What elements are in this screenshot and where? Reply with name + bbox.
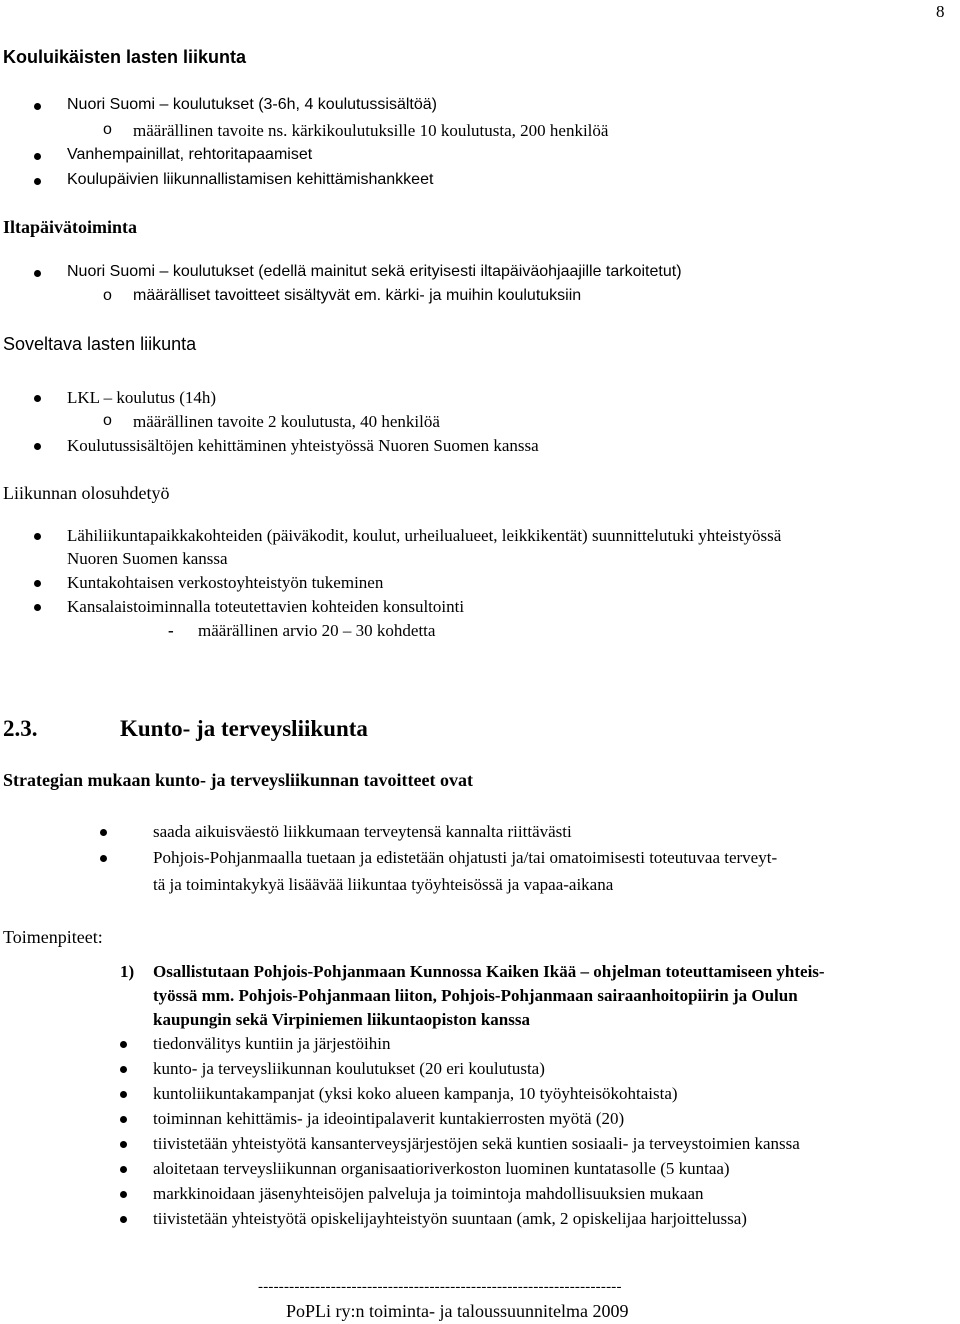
section-number: 2.3. [3,716,38,741]
list-item: Koulutussisältöjen kehittäminen yhteistyössä Nuoren Suomen kanssa [67,436,539,455]
bullet-icon [34,270,41,277]
bullet-icon [120,1191,127,1198]
sub-list-item: määrällinen tavoite 2 koulutusta, 40 henkilöä [133,412,440,431]
list-item: Kansalaistoiminnalla toteutettavien kohteiden konsultointi [67,597,465,616]
measure-bullet: kunto- ja terveysliikunnan koulutukset (20 eri koulutusta) [153,1059,545,1078]
measure-bullet: tiivistetään yhteistyötä kansanterveysjärjestöjen sekä kuntien sosiaali- ja terveystoimien kanssa [153,1134,800,1153]
bullet-icon [120,1066,127,1073]
measure-bullet: markkinoidaan jäsenyhteisöjen palveluja ja toimintoja mahdollisuuksien mukaan [153,1184,704,1203]
section-title-school-children: Kouluikäisten lasten liikunta [3,47,247,67]
bullet-icon [120,1166,127,1173]
bullet-icon [34,580,41,587]
measure-text-continuation: kaupungin sekä Virpiniemen liikuntaopiston kanssa [153,1010,530,1029]
measure-bullet: toiminnan kehittämis- ja ideointipalaverit kuntakierrosten myötä (20) [153,1109,625,1128]
measure-text: Osallistutaan Pohjois-Pohjanmaan Kunnossa Kaiken Ikää – ohjelman toteuttamiseen yhteis- [153,962,825,981]
bullet-icon [34,103,41,110]
page-number: 8 [936,2,945,21]
section-title-afternoon: Iltapäivätoiminta [3,217,138,237]
goal-item: Pohjois-Pohjanmaalla tuetaan ja edistetään ohjatusti ja/tai omatoimisesti toteutuvaa terveyt- [153,848,778,867]
footer-rule: ---------------------------------------------------------------------- [258,1279,622,1295]
footer-text: PoPLi ry:n toiminta- ja taloussuunnitelma 2009 [286,1301,629,1321]
bullet-icon [120,1216,127,1223]
sub-bullet-marker: o [103,121,112,138]
measure-number: 1) [120,962,135,981]
measure-bullet: aloitetaan terveysliikunnan organisaatioriverkoston luominen kuntatasolle (5 kuntaa) [153,1159,730,1178]
bullet-icon [120,1116,127,1123]
measure-bullet: kuntoliikuntakampanjat (yksi koko alueen kampanja, 10 työyhteisökohtaista) [153,1084,678,1103]
list-item: Vanhempainillat, rehtoritapaamiset [67,146,313,163]
bullet-icon [34,443,41,450]
sub-bullet-marker: o [103,287,112,304]
goal-item-continuation: tä ja toimintakykyä lisäävää liikuntaa työyhteisössä ja vapaa-aikana [153,875,614,894]
list-item: Nuori Suomi – koulutukset (3-6h, 4 koulutussisältöä) [67,96,437,113]
bullet-icon [120,1041,127,1048]
measure-text-continuation: työssä mm. Pohjois-Pohjanmaan liiton, Pohjois-Pohjanmaan sairaanhoitopiirin ja Oulun [153,986,798,1005]
list-item: Koulupäivien liikunnallistamisen kehittämishankkeet [67,171,434,188]
bullet-icon [34,178,41,185]
list-item: LKL – koulutus (14h) [67,388,217,407]
bullet-icon [120,1091,127,1098]
measure-bullet: tiivistetään yhteistyötä opiskelijayhteistyön suuntaan (amk, 2 opiskelijaa harjoittelussa) [153,1209,747,1228]
sub-list-item: määrällinen arvio 20 – 30 kohdetta [198,621,436,640]
bullet-icon [120,1141,127,1148]
section-title-adapted: Soveltava lasten liikunta [3,334,197,354]
bullet-icon [100,829,107,836]
list-item-continuation: Nuoren Suomen kanssa [67,549,228,568]
sub-list-item: määrällinen tavoite ns. kärkikoulutuksille 10 koulutusta, 200 henkilöä [133,121,609,140]
bullet-icon [100,855,107,862]
measure-bullet: tiedonvälitys kuntiin ja järjestöihin [153,1034,391,1053]
dash-marker: - [168,621,174,640]
list-item: Lähiliikuntapaikkakohteiden (päiväkodit, koulut, urheilualueet, leikkikentät) suunnittelutuki yhteistyössä [67,526,782,545]
section-heading: Kunto- ja terveysliikunta [120,716,368,741]
sub-bullet-marker: o [103,412,112,429]
section-title-facilities: Liikunnan olosuhdetyö [3,483,170,503]
bullet-icon [34,604,41,611]
bullet-icon [34,533,41,540]
goal-item: saada aikuisväestö liikkumaan terveytensä kannalta riittävästi [153,822,572,841]
bullet-icon [34,395,41,402]
section-subheading: Strategian mukaan kunto- ja terveysliikunnan tavoitteet ovat [3,770,474,790]
sub-list-item: määrälliset tavoitteet sisältyvät em. kärki- ja muihin koulutuksiin [133,287,582,304]
bullet-icon [34,153,41,160]
list-item: Kuntakohtaisen verkostoyhteistyön tukeminen [67,573,384,592]
list-item: Nuori Suomi – koulutukset (edellä mainitut sekä erityisesti iltapäiväohjaajille tarkoitetut) [67,263,682,280]
measures-label: Toimenpiteet: [3,927,103,947]
